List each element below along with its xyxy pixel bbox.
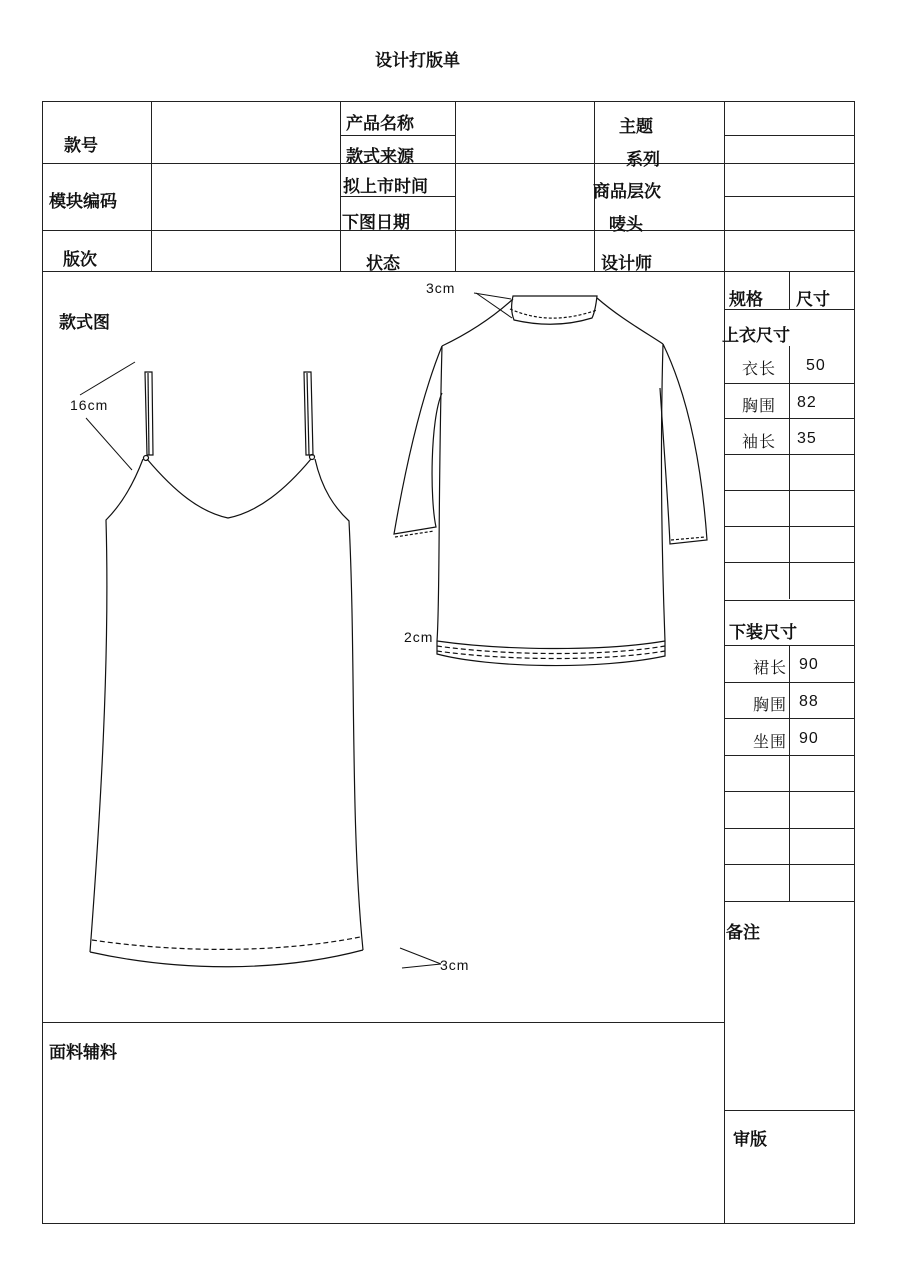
style-source-label: 款式来源 [346,147,414,167]
slip-dress-drawing [90,372,363,967]
version-label: 版次 [63,250,97,270]
collar-dimension-label: 3cm [426,280,456,296]
style-drawing-label: 款式图 [59,313,110,333]
bottom-row-value: 90 [799,656,819,673]
review-label: 审版 [733,1130,767,1150]
style-no-label: 款号 [64,136,98,156]
notes-label: 备注 [726,923,760,943]
product-name-label: 产品名称 [346,114,414,134]
top-row-label: 袖长 [742,434,777,451]
cardigan-drawing [394,296,707,666]
top-hem-dimension-label: 2cm [404,629,434,645]
module-code-label: 模块编码 [49,192,117,212]
bottom-size-title: 下装尺寸 [729,623,797,643]
status-label: 状态 [366,254,400,274]
product-tier-label: 商品层次 [593,182,661,202]
strap-dimension-label: 16cm [70,397,109,413]
top-row-value: 50 [806,357,826,374]
bottom-row-label: 裙长 [753,660,788,677]
designer-label: 设计师 [601,254,652,274]
top-row-label: 胸围 [742,398,777,415]
issue-date-label: 下图日期 [342,213,410,233]
bottom-row-label: 坐围 [753,734,788,751]
top-row-value: 82 [797,394,817,411]
dimension-lines [80,293,512,968]
bottom-row-label: 胸围 [753,697,788,714]
top-row-value: 35 [797,430,817,447]
selling-point-label: 唛头 [609,215,643,235]
bottom-row-value: 90 [799,730,819,747]
page-title: 设计打版单 [375,51,460,71]
theme-label: 主题 [619,117,653,137]
size-header: 尺寸 [796,290,830,310]
spec-header: 规格 [729,290,763,310]
series-label: 系列 [626,150,660,170]
top-row-label: 衣长 [742,361,777,378]
top-size-title: 上衣尺寸 [722,326,790,346]
launch-time-label: 拟上市时间 [343,177,428,197]
dress-hem-dimension-label: 3cm [440,957,470,973]
fabric-label: 面料辅料 [49,1043,117,1063]
bottom-row-value: 88 [799,693,819,710]
